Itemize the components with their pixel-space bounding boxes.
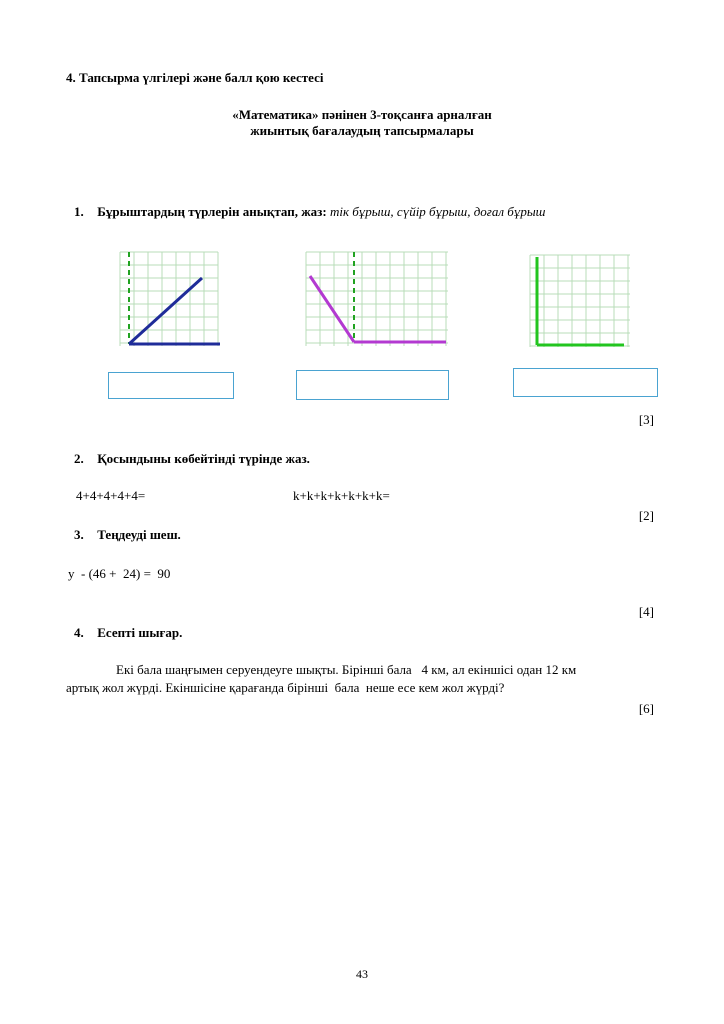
task-4-problem-line-1: Екі бала шаңғымен серуендеуге шықты. Бірінші бала 4 км, ал екіншісі одан 12 км xyxy=(116,662,577,677)
task-2-expression-1: 4+4+4+4+4= xyxy=(76,488,146,503)
task-4-heading xyxy=(74,625,182,641)
task-2-heading xyxy=(74,451,310,467)
task-1-hint: тік бұрыш, сүйір бұрыш, доғал бұрыш xyxy=(329,204,546,219)
angle-ray xyxy=(310,276,354,342)
task-3-heading xyxy=(74,527,181,543)
answer-box-3[interactable] xyxy=(513,368,658,397)
task-2-mark: [2] xyxy=(638,508,654,523)
document-title-line-2: жиынтық бағалаудың тапсырмалары xyxy=(250,123,474,138)
page-number: 43 xyxy=(356,967,368,981)
task-4-number: 4. xyxy=(74,625,84,640)
obtuse-angle-figure xyxy=(304,250,452,350)
task-1-mark: [3] xyxy=(638,412,654,427)
task-3-number: 3. xyxy=(74,527,84,542)
task-1-number: 1. xyxy=(74,204,84,219)
task-4-problem-line-2: артық жол жүрді. Екіншісіне қарағанда бірінші бала неше есе кем жол жүрді? xyxy=(66,680,505,695)
task-1-text: Бұрыштардың түрлерін анықтап, жаз: xyxy=(97,204,327,219)
acute-angle-figure xyxy=(118,250,222,350)
angle-ray xyxy=(129,278,202,344)
section-title: 4. Тапсырма үлгілері және балл қою кестесі xyxy=(66,70,324,85)
right-angle-figure xyxy=(528,253,634,351)
answer-box-1[interactable] xyxy=(108,372,234,399)
task-2-expression-2: k+k+k+k+k+k+k= xyxy=(293,488,390,503)
task-1-heading xyxy=(74,204,545,220)
task-4-text: Есепті шығар. xyxy=(97,625,183,640)
task-2-text: Қосындыны көбейтінді түрінде жаз. xyxy=(97,451,310,466)
answer-box-2[interactable] xyxy=(296,370,449,400)
document-title-line-1: «Математика» пәнінен 3-тоқсанға арналған xyxy=(232,107,492,122)
task-3-text: Теңдеуді шеш. xyxy=(97,527,181,542)
task-2-number: 2. xyxy=(74,451,84,466)
task-4-mark: [6] xyxy=(638,701,654,716)
task-3-equation: у - (46 + 24) = 90 xyxy=(68,566,171,581)
task-3-mark: [4] xyxy=(638,604,654,619)
